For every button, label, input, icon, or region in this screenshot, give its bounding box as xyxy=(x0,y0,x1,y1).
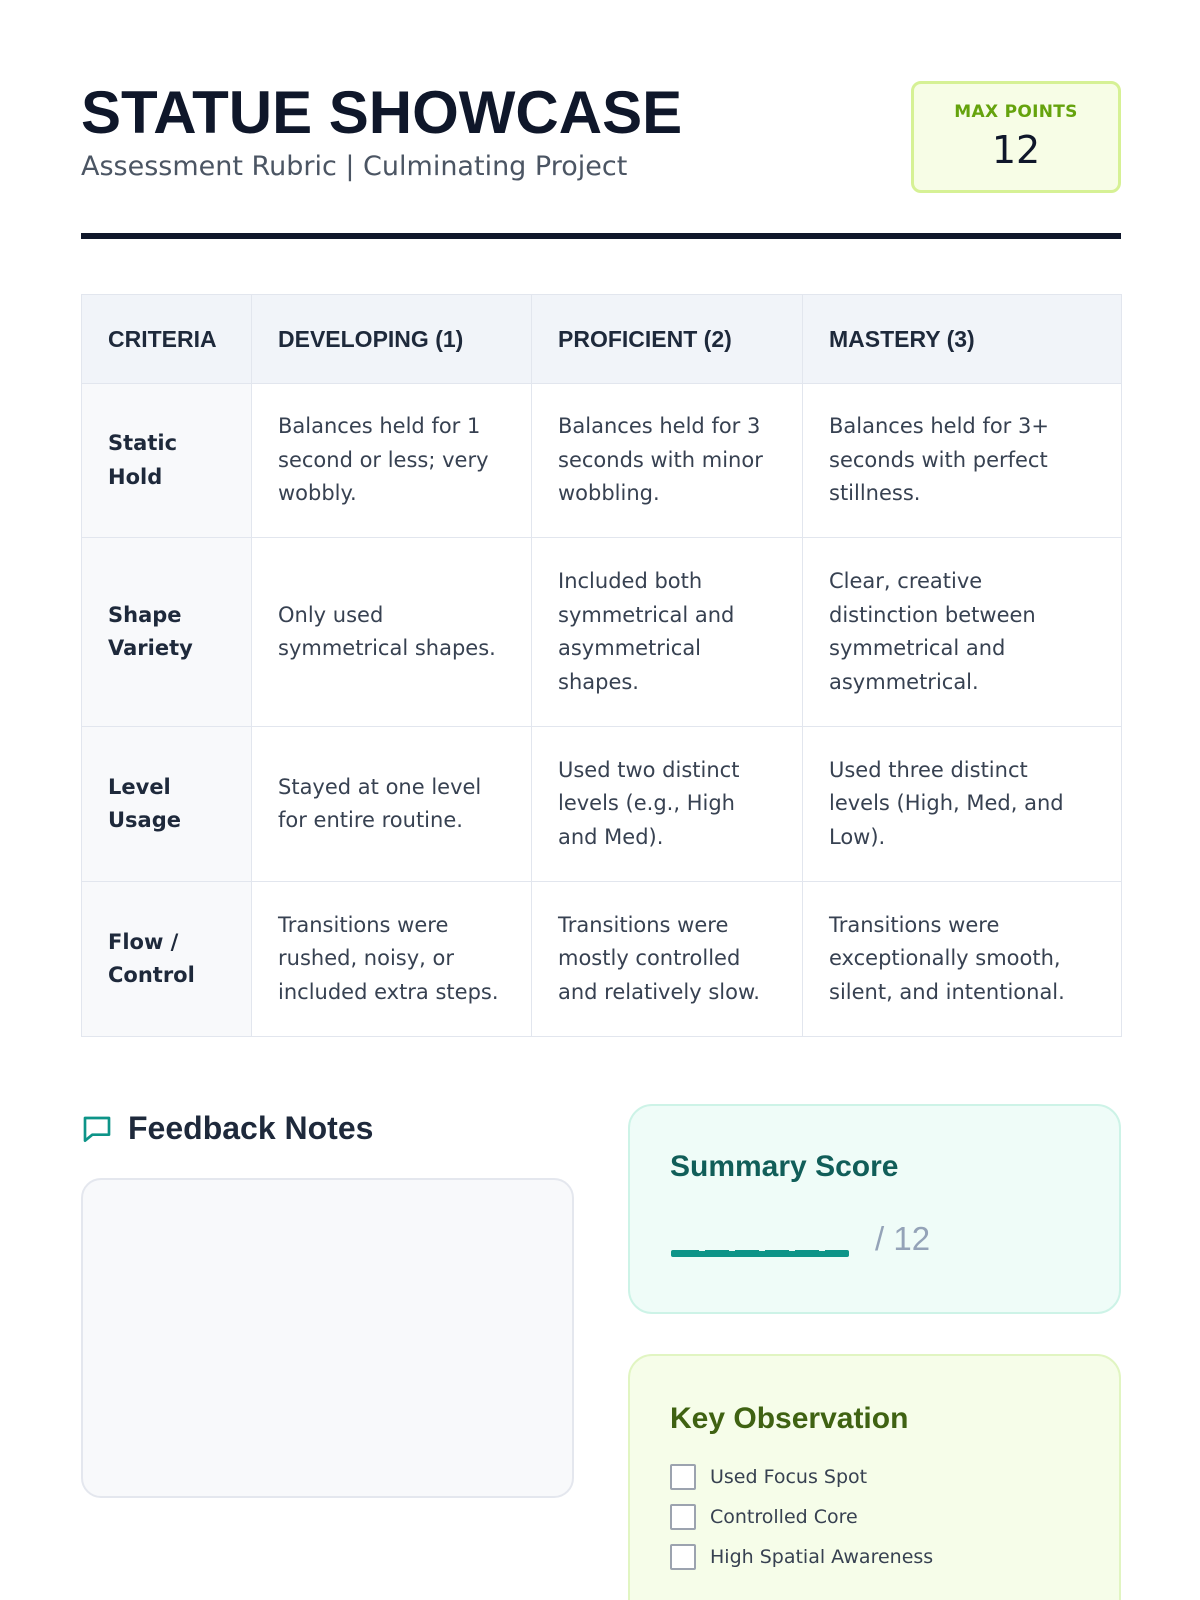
proficient-cell: Included both symmetrical and asymmetrical shapes. xyxy=(532,538,803,727)
checkbox[interactable] xyxy=(670,1544,696,1570)
checkbox[interactable] xyxy=(670,1464,696,1490)
key-observation-card xyxy=(628,1354,1121,1600)
developing-cell: Only used symmetrical shapes. xyxy=(252,538,532,727)
table-row xyxy=(82,727,1122,882)
observation-title: Key Observation xyxy=(670,1402,909,1435)
criteria-label: Level Usage xyxy=(108,774,181,832)
proficient-cell: Balances held for 3 seconds with minor wobbling. xyxy=(532,384,803,538)
checklist-item-label: Used Focus Spot xyxy=(710,1466,868,1488)
chat-bubble-icon xyxy=(81,1112,113,1144)
checklist-item-focus-spot[interactable] xyxy=(670,1457,933,1497)
criteria-label: Static Hold xyxy=(108,431,178,489)
mastery-cell: Clear, creative distinction between symmetrical and asymmetrical. xyxy=(803,538,1122,727)
table-row xyxy=(82,384,1122,538)
criteria-cell xyxy=(82,538,252,727)
column-header-criteria: CRITERIA xyxy=(82,295,252,384)
page-subtitle: Assessment Rubric | Culminating Project xyxy=(81,151,628,182)
rubric-header-row xyxy=(82,295,1122,384)
observation-checklist xyxy=(670,1457,933,1577)
checklist-item-label: Controlled Core xyxy=(710,1506,858,1528)
max-points-label: MAX POINTS xyxy=(954,102,1078,122)
page-title: STATUE SHOWCASE xyxy=(81,79,683,146)
criteria-cell xyxy=(82,384,252,538)
column-header-mastery: MASTERY (3) xyxy=(803,295,1122,384)
page-header xyxy=(81,80,1121,240)
developing-cell: Balances held for 1 second or less; very wobbly. xyxy=(252,384,532,538)
max-points-value: 12 xyxy=(991,128,1041,172)
score-out-of: / 12 xyxy=(875,1220,931,1257)
mastery-cell: Transitions were exceptionally smooth, silent, and intentional. xyxy=(803,882,1122,1037)
criteria-label: Flow / Control xyxy=(108,929,195,987)
checkbox[interactable] xyxy=(670,1504,696,1530)
proficient-cell: Used two distinct levels (e.g., High and Med). xyxy=(532,727,803,882)
criteria-label: Shape Variety xyxy=(108,602,193,660)
checklist-item-label: High Spatial Awareness xyxy=(710,1546,934,1568)
developing-cell: Stayed at one level for entire routine. xyxy=(252,727,532,882)
mastery-cell: Balances held for 3+ seconds with perfect stillness. xyxy=(803,384,1122,538)
max-points-badge xyxy=(911,81,1121,193)
column-header-developing: DEVELOPING (1) xyxy=(252,295,532,384)
summary-title: Summary Score xyxy=(670,1150,899,1183)
column-header-proficient: PROFICIENT (2) xyxy=(532,295,803,384)
feedback-title: Feedback Notes xyxy=(128,1109,374,1146)
checklist-item-spatial-awareness[interactable] xyxy=(670,1537,933,1577)
table-row xyxy=(82,538,1122,727)
header-divider xyxy=(81,233,1121,239)
criteria-cell xyxy=(82,727,252,882)
developing-cell: Transitions were rushed, noisy, or included extra steps. xyxy=(252,882,532,1037)
proficient-cell: Transitions were mostly controlled and relatively slow. xyxy=(532,882,803,1037)
score-input-line[interactable] xyxy=(671,1220,849,1258)
rubric-table xyxy=(81,294,1122,1037)
table-row xyxy=(82,882,1122,1037)
mastery-cell: Used three distinct levels (High, Med, and Low). xyxy=(803,727,1122,882)
checklist-item-controlled-core[interactable] xyxy=(670,1497,933,1537)
summary-score-card xyxy=(628,1104,1121,1314)
feedback-header xyxy=(81,1108,373,1148)
criteria-cell xyxy=(82,882,252,1037)
feedback-notes-area[interactable] xyxy=(81,1178,574,1498)
